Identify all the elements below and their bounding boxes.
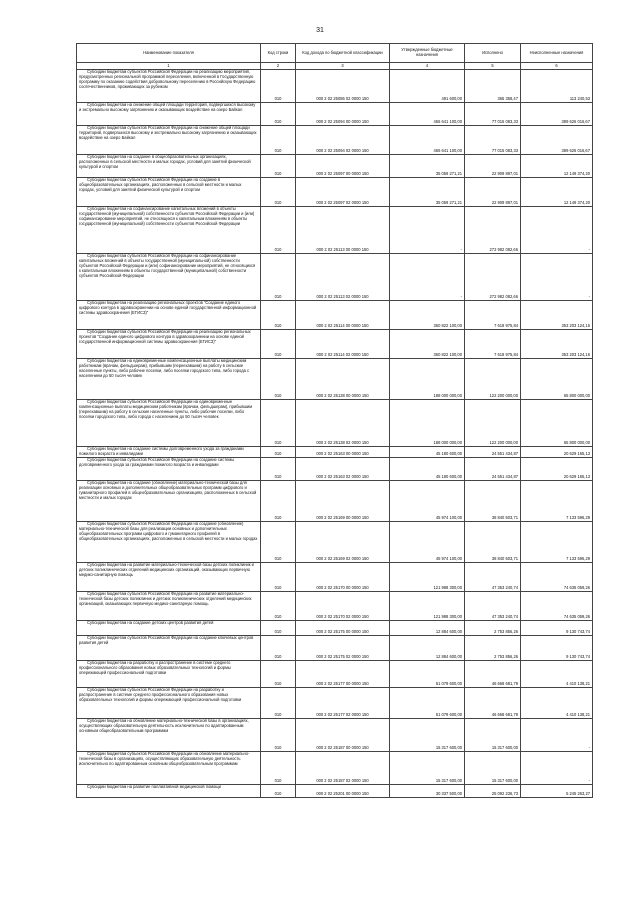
table-row [77,481,593,522]
row-approved-amount: 12 884 600,00 [390,636,465,661]
row-name: Субсидии бюджетам на снижение общей площади территорий, подвергшихся высокому и экстремально высокому загрязнению и оказывающих воздействие на озеро Байкал [77,103,261,126]
table-row [77,103,593,126]
table-row [77,688,593,719]
row-code: 010 [261,126,296,155]
header-row [77,44,593,63]
row-executed-amount: 122 200 000,00 [465,400,521,447]
row-classification-code: 000 2 02 25138 00 0000 150 [296,359,390,400]
row-name: Субсидии бюджетам на разработку и распространение в системе среднего профессионального образования новых образовательных технологий и формы опережающей профессиональной подготовки [77,661,261,688]
row-classification-code: 000 2 02 25177 00 0000 150 [296,661,390,688]
row-remaining-amount: - [521,752,593,785]
row-executed-amount: 272 982 082,66 [465,254,521,301]
row-name: Субсидии бюджетам на реализацию региональных проектов "Создание единого цифрового контура в здравоохранении на основе единой государственной информационной системы здравоохранения (ЕГИСЗ)" [77,301,261,330]
table-row [77,301,593,330]
header-code: Код строки [261,44,296,63]
row-approved-amount: 45 180 600,00 [390,447,465,458]
row-executed-amount: 46 668 681,79 [465,688,521,719]
table-row [77,636,593,661]
row-name: Субсидии бюджетам на создание (обновление) материально-технической базы для реализации основных и дополнительных общеобразовательных программ цифрового и гуманитарного профилей в общеобразовательных организациях, расположенных в сельской местности и малых городах [77,481,261,522]
table-row [77,400,593,447]
row-classification-code: 000 2 02 25187 02 0000 150 [296,752,390,785]
row-approved-amount: 30 337 500,00 [390,785,465,798]
row-remaining-amount: 7 133 596,29 [521,481,593,522]
row-classification-code: 000 2 02 25114 02 0000 150 [296,330,390,359]
row-classification-code: 000 2 02 25097 02 0000 150 [296,178,390,207]
row-name: Субсидии бюджетам на создание системы долговременного ухода за гражданами пожилого возраста и инвалидами [77,447,261,458]
row-remaining-amount: 74 635 059,26 [521,563,593,592]
row-executed-amount: 122 200 000,00 [465,359,521,400]
row-name: Субсидии бюджетам субъектов Российской Федерации на развитие материально-технической базы детских поликлиник и детских поликлинических отделений медицинских организаций, оказывающих первичную медико-санитарную помощь [77,592,261,621]
row-classification-code: 000 2 02 25175 02 0000 150 [296,636,390,661]
row-executed-amount: 2 753 856,26 [465,621,521,636]
row-code: 010 [261,301,296,330]
row-name: Субсидии бюджетам субъектов Российской Федерации на софинансирование капитальных вложений в объекты государственной (муниципальной) собственности субъектов Российской Федерации и (или) софинансирование мероприятий, не относящихся к капитальным вложениям в объекты государственной (муниципальной) собственности субъектов Российской Федерации [77,254,261,301]
row-name: Субсидии бюджетам субъектов Российской Федерации на создание ключевых центров развития детей [77,636,261,661]
row-classification-code: 000 2 02 25170 00 0000 150 [296,563,390,592]
row-code: 010 [261,103,296,126]
row-remaining-amount: - [521,719,593,752]
row-executed-amount: 24 551 434,87 [465,447,521,458]
table-row [77,155,593,178]
row-executed-amount: 77 015 083,33 [465,126,521,155]
row-executed-amount: 2 753 856,26 [465,636,521,661]
row-code: 010 [261,400,296,447]
row-remaining-amount: 12 149 374,20 [521,155,593,178]
row-executed-amount: 38 840 503,71 [465,522,521,563]
row-approved-amount: 35 059 271,21 [390,155,465,178]
row-code: 010 [261,481,296,522]
row-name: Субсидии бюджетам на развитие материально-технической базы детских поликлиник и детских поликлинических отделений медицинских организаций, оказывающих первичную медико-санитарную помощь [77,563,261,592]
row-approved-amount: 51 079 600,00 [390,661,465,688]
table-row [77,661,593,688]
row-remaining-amount: 20 629 165,13 [521,458,593,481]
row-approved-amount: 360 822 100,00 [390,301,465,330]
row-code: 010 [261,563,296,592]
row-classification-code: 000 2 02 25170 02 0000 150 [296,592,390,621]
row-approved-amount: 466 641 100,00 [390,126,465,155]
table-row [77,563,593,592]
row-code: 010 [261,592,296,621]
row-executed-amount: 22 909 897,01 [465,178,521,207]
table-row [77,785,593,798]
row-code: 010 [261,522,296,563]
row-name: Субсидии бюджетам на развитие паллиативной медицинской помощи [77,785,261,798]
row-executed-amount: 25 092 236,73 [465,785,521,798]
row-remaining-amount: 353 203 124,16 [521,301,593,330]
table-row [77,522,593,563]
row-classification-code: 000 2 02 25169 02 0000 150 [296,522,390,563]
header-remaining: Неисполненные назначения [521,44,593,63]
row-executed-amount: 15 317 600,00 [465,719,521,752]
column-number: 6 [521,63,593,70]
row-classification-code: 000 2 02 25187 00 0000 150 [296,719,390,752]
row-executed-amount: 272 982 082,66 [465,207,521,254]
row-classification-code: 000 2 02 25175 00 0000 150 [296,621,390,636]
row-classification-code: 000 2 02 25163 00 0000 150 [296,447,390,458]
row-name: Субсидии бюджетам субъектов Российской Федерации на снижение общей площади территорий, подвергшихся высокому и экстремально высокому загрязнению и оказывающих воздействие на озеро Байкал [77,126,261,155]
table-row [77,458,593,481]
table-row [77,592,593,621]
row-executed-amount: 24 551 434,87 [465,458,521,481]
row-classification-code: 000 2 02 25113 02 0000 150 [296,254,390,301]
row-executed-amount: 365 358,47 [465,70,521,103]
column-number: 1 [77,63,261,70]
row-approved-amount: 15 317 600,00 [390,752,465,785]
row-approved-amount: 466 641 100,00 [390,103,465,126]
row-name: Субсидии бюджетам на создание детских центров развития детей [77,621,261,636]
row-classification-code: 000 2 02 25094 00 0000 150 [296,103,390,126]
table-row [77,254,593,301]
row-remaining-amount: - [521,254,593,301]
row-code: 010 [261,330,296,359]
row-approved-amount: 15 317 600,00 [390,719,465,752]
row-classification-code: 000 2 02 25094 02 0000 150 [296,126,390,155]
row-code: 010 [261,752,296,785]
row-approved-amount: 188 000 000,00 [390,400,465,447]
row-approved-amount: 12 884 600,00 [390,621,465,636]
row-code: 010 [261,207,296,254]
row-executed-amount: 47 353 240,74 [465,592,521,621]
column-number: 4 [390,63,465,70]
row-approved-amount: - [390,207,465,254]
row-code: 010 [261,621,296,636]
table-row [77,719,593,752]
row-classification-code: 000 2 02 25163 02 0000 150 [296,458,390,481]
row-classification-code: 000 2 02 25169 00 0000 150 [296,481,390,522]
row-executed-amount: 46 668 681,79 [465,661,521,688]
column-number: 2 [261,63,296,70]
header-executed: Исполнено [465,44,521,63]
row-name: Субсидии бюджетам субъектов Российской Федерации на реализацию региональных проектов "Создание единого цифрового контура в здравоохранении на основе единой государственной информационной системы здравоохранения (ЕГИСЗ)" [77,330,261,359]
row-name: Субсидии бюджетам на создание в общеобразовательных организациях, расположенных в сельской местности и малых городах, условий для занятий физической культурой и спортом [77,155,261,178]
row-classification-code: 000 2 02 25201 00 0000 150 [296,785,390,798]
row-remaining-amount: 7 133 596,29 [521,522,593,563]
row-remaining-amount: 20 629 165,13 [521,447,593,458]
row-remaining-amount: 4 410 138,21 [521,661,593,688]
table-row [77,621,593,636]
row-approved-amount: - [390,254,465,301]
row-classification-code: 000 2 02 25177 02 0000 150 [296,688,390,719]
row-remaining-amount: 65 800 000,00 [521,359,593,400]
row-name: Субсидии бюджетам субъектов Российской Федерации на создание системы долговременного ухода за гражданами пожилого возраста и инвалидами [77,458,261,481]
row-executed-amount: 22 909 897,01 [465,155,521,178]
table-body [77,70,593,798]
table-row [77,70,593,103]
row-name: Субсидии бюджетам на обновление материально-технической базы в организациях, осуществляющих образовательную деятельность исключительно по адаптированным основным общеобразовательным программам [77,719,261,752]
row-approved-amount: 491 600,00 [390,70,465,103]
row-remaining-amount: 74 635 059,26 [521,592,593,621]
row-code: 010 [261,661,296,688]
row-code: 010 [261,447,296,458]
row-name: Субсидии бюджетам на единовременные компенсационные выплаты медицинским работникам (врачам, фельдшерам), прибывшим (переехавшим) на работу в сельские населенные пункты, либо рабочие поселки, либо поселки городского типа, либо города с населением до 50 тысяч человек [77,359,261,400]
row-executed-amount: 77 015 083,33 [465,103,521,126]
row-code: 010 [261,70,296,103]
row-name: Субсидии бюджетам субъектов Российской Федерации на обновление материально-технической базы в организациях, осуществляющих образовательную деятельность исключительно по адаптированным основным общеобразовательным программам [77,752,261,785]
row-remaining-amount: 113 240,53 [521,70,593,103]
row-classification-code: 000 2 02 25086 02 0000 150 [296,70,390,103]
row-classification-code: 000 2 02 25114 00 0000 150 [296,301,390,330]
row-approved-amount: 121 988 300,00 [390,563,465,592]
row-approved-amount: 45 974 100,00 [390,522,465,563]
row-remaining-amount: 389 626 016,67 [521,103,593,126]
header-approved: Утвержденные бюджетные назначения [390,44,465,63]
table-row [77,126,593,155]
row-executed-amount: 7 618 975,84 [465,301,521,330]
row-executed-amount: 7 618 975,84 [465,330,521,359]
row-remaining-amount: 389 626 016,67 [521,126,593,155]
row-classification-code: 000 2 02 25097 00 0000 150 [296,155,390,178]
table-row [77,447,593,458]
page-number: 31 [316,27,324,34]
row-approved-amount: 121 988 300,00 [390,592,465,621]
row-approved-amount: 35 059 271,21 [390,178,465,207]
budget-table [76,43,593,798]
row-remaining-amount: 65 800 000,00 [521,400,593,447]
row-approved-amount: 188 000 000,00 [390,359,465,400]
row-code: 010 [261,458,296,481]
row-approved-amount: 45 974 100,00 [390,481,465,522]
table-row [77,752,593,785]
row-executed-amount: 47 353 240,74 [465,563,521,592]
row-code: 010 [261,359,296,400]
row-remaining-amount: 4 410 138,21 [521,688,593,719]
row-executed-amount: 38 840 503,71 [465,481,521,522]
row-remaining-amount: - [521,207,593,254]
row-remaining-amount: 353 203 124,16 [521,330,593,359]
table-row [77,207,593,254]
row-name: Субсидии бюджетам субъектов Российской Федерации на реализацию мероприятий, предусмотренных региональной программой переселения, включенной в Государственную программу по оказанию содействия добровольному переселению в Российскую Федерацию соотечественников, проживающих за рубежом [77,70,261,103]
table-row [77,178,593,207]
column-number: 5 [465,63,521,70]
row-name: Субсидии бюджетам субъектов Российской Федерации на единовременные компенсационные выплаты медицинским работникам (врачам, фельдшерам), прибывшим (переехавшим) на работу в сельские населенные пункты, либо рабочие поселки, либо поселки городского типа, либо города с населением до 50 тысяч человек [77,400,261,447]
row-classification-code: 000 2 02 25138 02 0000 150 [296,400,390,447]
row-code: 010 [261,719,296,752]
row-name: Субсидии бюджетам субъектов Российской Федерации на создание (обновление) материально-технической базы для реализации основных и дополнительных общеобразовательных программ цифрового и гуманитарного профилей в общеобразовательных организациях, расположенных в сельской местности и малых городах [77,522,261,563]
column-number: 3 [296,63,390,70]
row-remaining-amount: 9 130 743,74 [521,621,593,636]
row-remaining-amount: 9 130 743,74 [521,636,593,661]
row-name: Субсидии бюджетам на софинансирование капитальных вложений в объекты государственной (муниципальной) собственности субъектов Российской Федерации и (или) софинансирование мероприятий, не относящихся к капитальным вложениям в объекты государственной (муниципальной) собственности субъектов Российской Федерации [77,207,261,254]
row-code: 010 [261,254,296,301]
row-name: Субсидии бюджетам субъектов Российской Федерации на создание в общеобразовательных организациях, расположенных в сельской местности и малых городах, условий для занятий физической культурой и спортом [77,178,261,207]
row-code: 010 [261,155,296,178]
header-name: Наименование показателя [77,44,261,63]
row-classification-code: 000 2 02 25113 00 0000 150 [296,207,390,254]
row-remaining-amount: 5 245 263,27 [521,785,593,798]
row-code: 010 [261,688,296,719]
table-row [77,359,593,400]
row-code: 010 [261,636,296,661]
row-executed-amount: 15 317 600,00 [465,752,521,785]
row-code: 010 [261,785,296,798]
table-row [77,330,593,359]
row-approved-amount: 51 079 600,00 [390,688,465,719]
header-classification: Код дохода по бюджетной классификации [296,44,390,63]
row-remaining-amount: 12 149 374,20 [521,178,593,207]
row-approved-amount: 360 822 100,00 [390,330,465,359]
row-approved-amount: 45 180 600,00 [390,458,465,481]
row-name: Субсидии бюджетам субъектов Российской Федерации на разработку и распространение в системе среднего профессионального образования новых образовательных технологий и формы опережающей профессиональной подготовки [77,688,261,719]
row-code: 010 [261,178,296,207]
